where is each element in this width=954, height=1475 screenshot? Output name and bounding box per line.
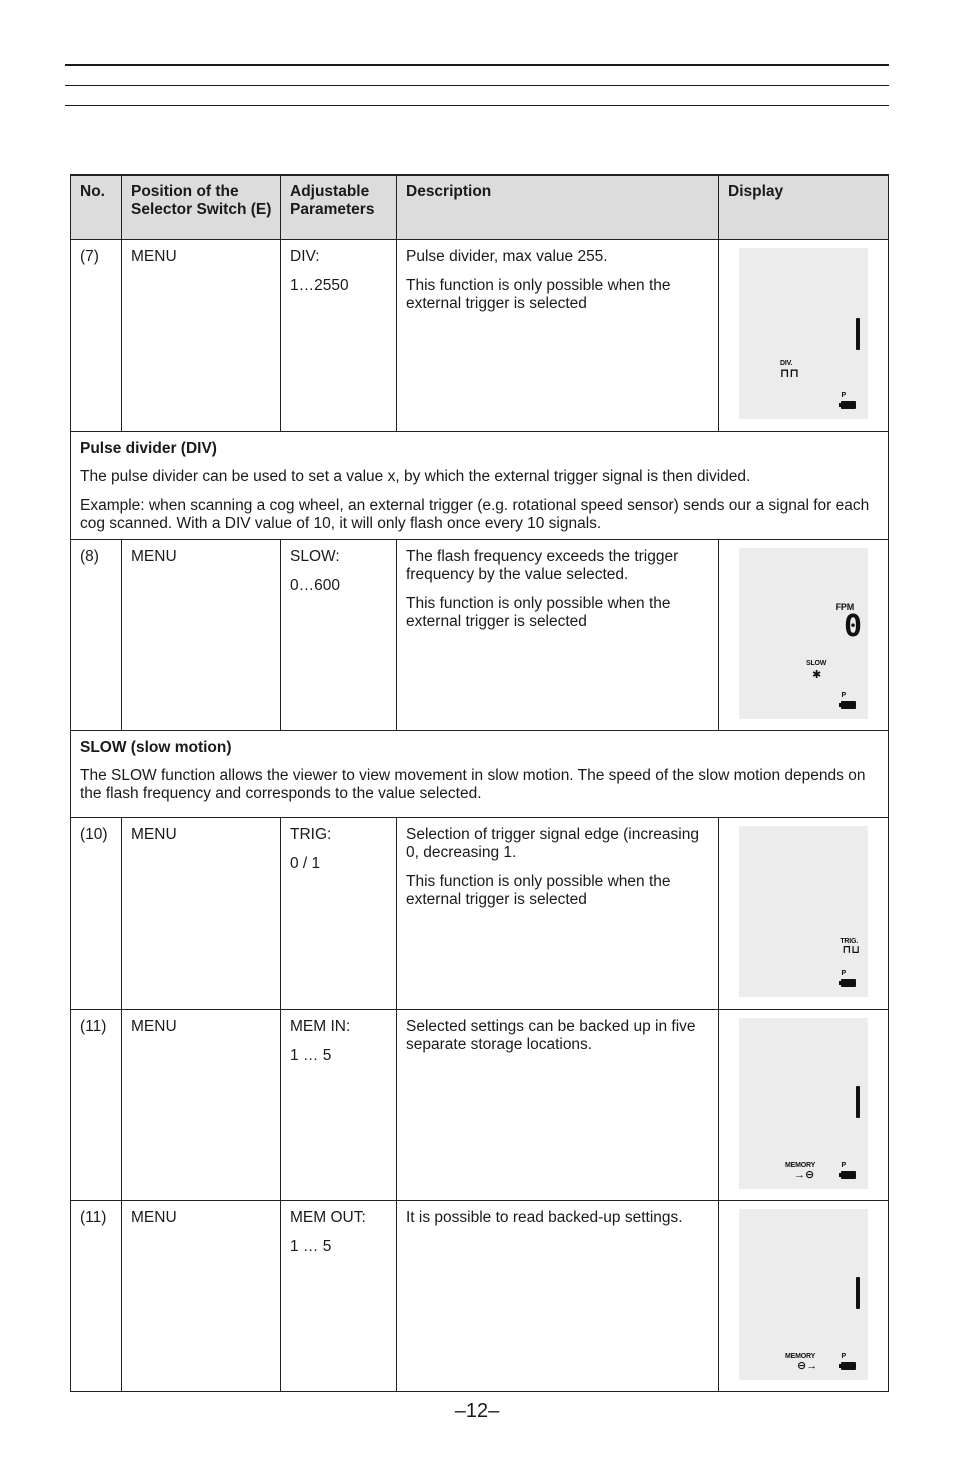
param-range: 1 … 5 (290, 1238, 332, 1255)
description-line: This function is only possible when the external trigger is selected (406, 277, 671, 312)
table-row (71, 818, 889, 1010)
lcd-display-trig (739, 826, 868, 997)
lcd-display-mem-in (739, 1018, 868, 1189)
slow-motion-icon: ✱ (812, 669, 822, 681)
description-line: The flash frequency exceeds the trigger frequency by the value selected. (406, 548, 679, 583)
header-description: Description (397, 175, 719, 240)
table-row (71, 240, 889, 432)
row-description (397, 240, 719, 432)
row-position: MENU (122, 818, 281, 1010)
row-display (719, 1010, 889, 1201)
row-display (719, 1201, 889, 1392)
row-params (281, 1201, 397, 1392)
header-position: Position of the Selector Switch (E) (122, 175, 281, 240)
pulse-divider-icon: ⊓⊓ (780, 366, 800, 380)
row-description (397, 540, 719, 731)
row-description (397, 818, 719, 1010)
header-display: Display (719, 175, 889, 240)
battery-icon (841, 401, 856, 409)
description-line: Pulse divider, max value 255. (406, 248, 608, 265)
note-text: Example: when scanning a cog wheel, an external trigger (e.g. rotational speed sensor) sends our a signal for each cog scanned. With a DIV value of 10, it will only flash once every 10 signals. (80, 497, 870, 532)
table-header-row (71, 175, 889, 240)
param-range: 1 … 5 (290, 1047, 332, 1064)
param-name: TRIG: (290, 826, 332, 843)
param-range: 1…2550 (290, 277, 349, 294)
battery-icon (841, 1362, 856, 1370)
lcd-digit: 0 (843, 609, 862, 644)
param-range: 0 / 1 (290, 855, 321, 872)
lcd-display-div (739, 248, 868, 419)
lcd-p-indicator: P (841, 692, 846, 699)
table-row (71, 1201, 889, 1392)
description-line: This function is only possible when the external trigger is selected (406, 595, 671, 630)
table-row (71, 1010, 889, 1201)
header-rule-bottom (65, 105, 889, 106)
header-no: No. (71, 175, 122, 240)
battery-icon (841, 701, 856, 709)
trigger-edge-icon: ⊓⊔ (842, 944, 860, 956)
lcd-p-indicator: P (841, 1353, 846, 1360)
description-line: Selected settings can be backed up in five separate storage locations. (406, 1018, 696, 1053)
battery-icon (841, 1171, 856, 1179)
row-position: MENU (122, 1010, 281, 1201)
row-display (719, 240, 889, 432)
header-params: Adjustable Parameters (281, 175, 397, 240)
note-row-div (71, 432, 889, 540)
row-display (719, 818, 889, 1010)
row-no: (11) (71, 1010, 122, 1201)
lcd-p-indicator: P (841, 970, 846, 977)
note-text: The pulse divider can be used to set a value x, by which the external trigger signal is then divided. (80, 468, 751, 485)
lcd-p-indicator: P (841, 1162, 846, 1169)
description-line: Selection of trigger signal edge (increasing 0, decreasing 1. (406, 826, 699, 861)
page-number: –12– (454, 1400, 500, 1422)
row-position: MENU (122, 1201, 281, 1392)
row-params (281, 240, 397, 432)
param-name: MEM IN: (290, 1018, 351, 1035)
header-rule-top (65, 64, 889, 66)
header-rule-middle (65, 85, 889, 86)
note-text: The SLOW function allows the viewer to view movement in slow motion. The speed of the slow motion depends on the flash frequency and corresponds to the value selected. (80, 767, 866, 802)
table-row (71, 540, 889, 731)
lcd-unit: FPM (835, 602, 854, 612)
lcd-display-mem-out (739, 1209, 868, 1380)
row-position: MENU (122, 240, 281, 432)
row-params (281, 818, 397, 1010)
row-no: (11) (71, 1201, 122, 1392)
description-line: This function is only possible when the external trigger is selected (406, 873, 671, 908)
lcd-digit-segment (856, 318, 860, 350)
row-description (397, 1010, 719, 1201)
row-description (397, 1201, 719, 1392)
param-name: MEM OUT: (290, 1209, 366, 1226)
note-row-slow (71, 731, 889, 818)
note-slow (71, 731, 889, 818)
lcd-label: MEMORY (785, 1162, 816, 1169)
row-no: (8) (71, 540, 122, 731)
row-no: (10) (71, 818, 122, 1010)
battery-icon (841, 979, 856, 987)
lcd-label: SLOW (806, 660, 827, 667)
lcd-digit-segment (856, 1277, 860, 1309)
note-div (71, 432, 889, 540)
row-display (719, 540, 889, 731)
settings-table (70, 174, 889, 1392)
param-name: SLOW: (290, 548, 340, 565)
description-line: It is possible to read backed-up settings. (406, 1209, 683, 1226)
param-range: 0…600 (290, 577, 340, 594)
lcd-label: DIV. (780, 360, 793, 367)
lcd-p-indicator: P (841, 392, 846, 399)
lcd-label: MEMORY (785, 1353, 816, 1360)
param-name: DIV: (290, 248, 320, 265)
lcd-label: TRIG. (840, 938, 858, 945)
memory-out-icon: ⊖→ (797, 1360, 818, 1372)
row-no: (7) (71, 240, 122, 432)
note-title: SLOW (slow motion) (80, 739, 232, 756)
lcd-display-slow (739, 548, 868, 719)
row-params (281, 1010, 397, 1201)
row-position: MENU (122, 540, 281, 731)
lcd-digit-segment (856, 1086, 860, 1118)
note-title: Pulse divider (DIV) (80, 440, 217, 457)
row-params (281, 540, 397, 731)
memory-in-icon: →⊖ (794, 1169, 815, 1181)
